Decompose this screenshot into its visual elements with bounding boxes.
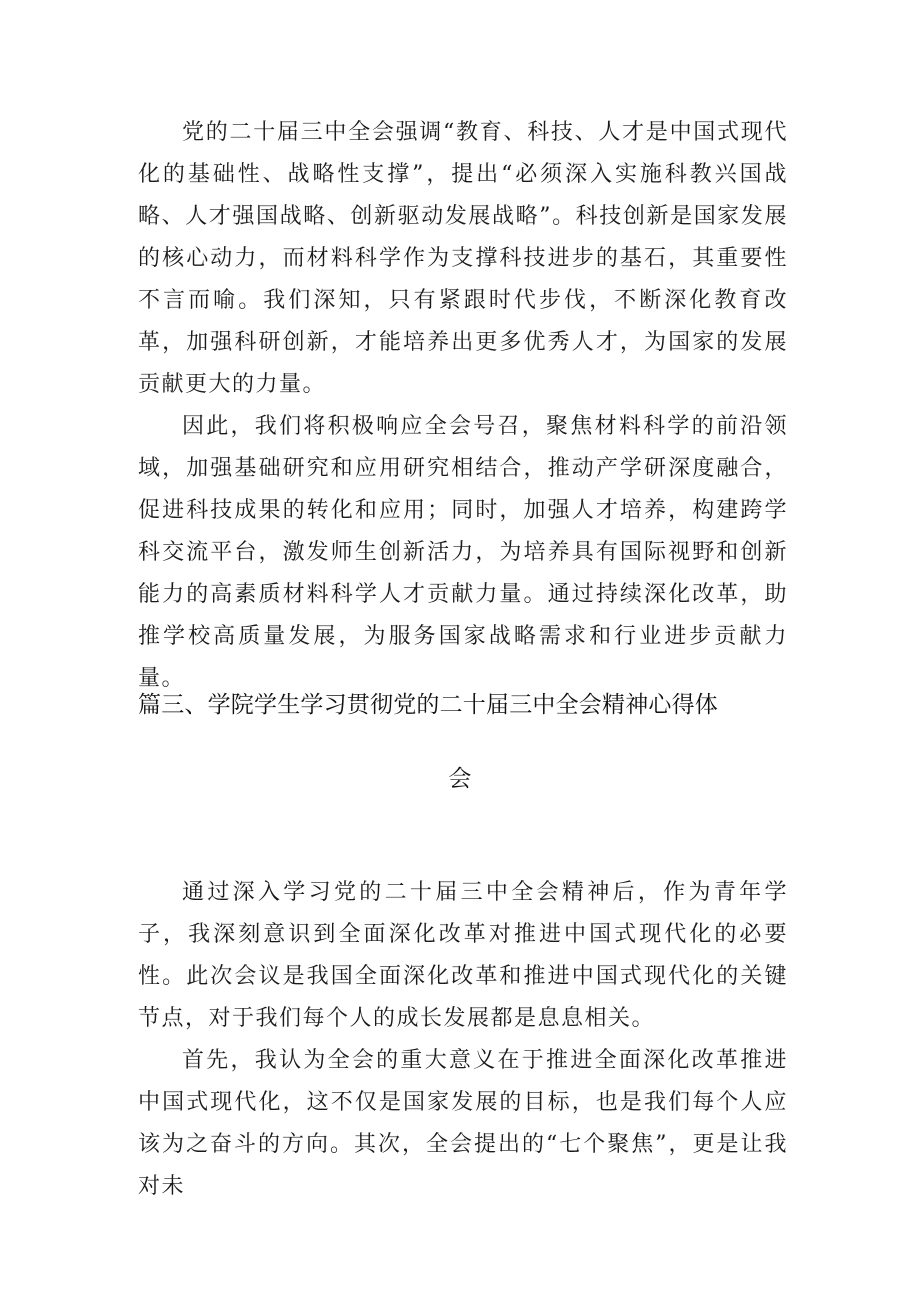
paragraph: 首先，我认为全会的重大意义在于推进全面深化改革推进中国式现代化，这不仅是国家发展的目标，也是我们每个人应该为之奋斗的方向。其次，全会提出的“七个聚焦”，更是让我对未 xyxy=(138,1048,788,1199)
section-two xyxy=(138,872,788,1208)
paragraph: 因此，我们将积极响应全会号召，聚焦材料科学的前沿领域，加强基础研究和应用研究相结合，推动产学研深度融合，促进科技成果的转化和应用；同时，加强人才培养，构建跨学科交流平台，激发师生创新活力，为培养具有国际视野和创新能力的高素质材料科学人才贡献力量。通过持续深化改革，助推学校高质量发展，为服务国家战略需求和行业进步贡献力量。 xyxy=(138,414,788,691)
paragraph: 党的二十届三中全会强调“教育、科技、人才是中国式现代化的基础性、战略性支撑”，提出“必须深入实施科教兴国战略、人才强国战略、创新驱动发展战略”。科技创新是国家发展的核心动力，而材料科学作为支撑科技进步的基石，其重要性不言而喻。我们深知，只有紧跟时代步伐，不断深化教育改革，加强科研创新，才能培养出更多优秀人才，为国家的发展贡献更大的力量。 xyxy=(138,120,788,397)
paragraph: 通过深入学习党的二十届三中全会精神后，作为青年学子，我深刻意识到全面深化改革对推进中国式现代化的必要性。此次会议是我国全面深化改革和推进中国式现代化的关键节点，对于我们每个人的成长发展都是息息相关。 xyxy=(138,880,788,1031)
section-heading-continuation: 会 xyxy=(448,766,472,792)
section-heading: 篇三、学院学生学习贯彻党的二十届三中全会精神心得体 xyxy=(138,692,718,718)
section-one xyxy=(138,112,788,700)
